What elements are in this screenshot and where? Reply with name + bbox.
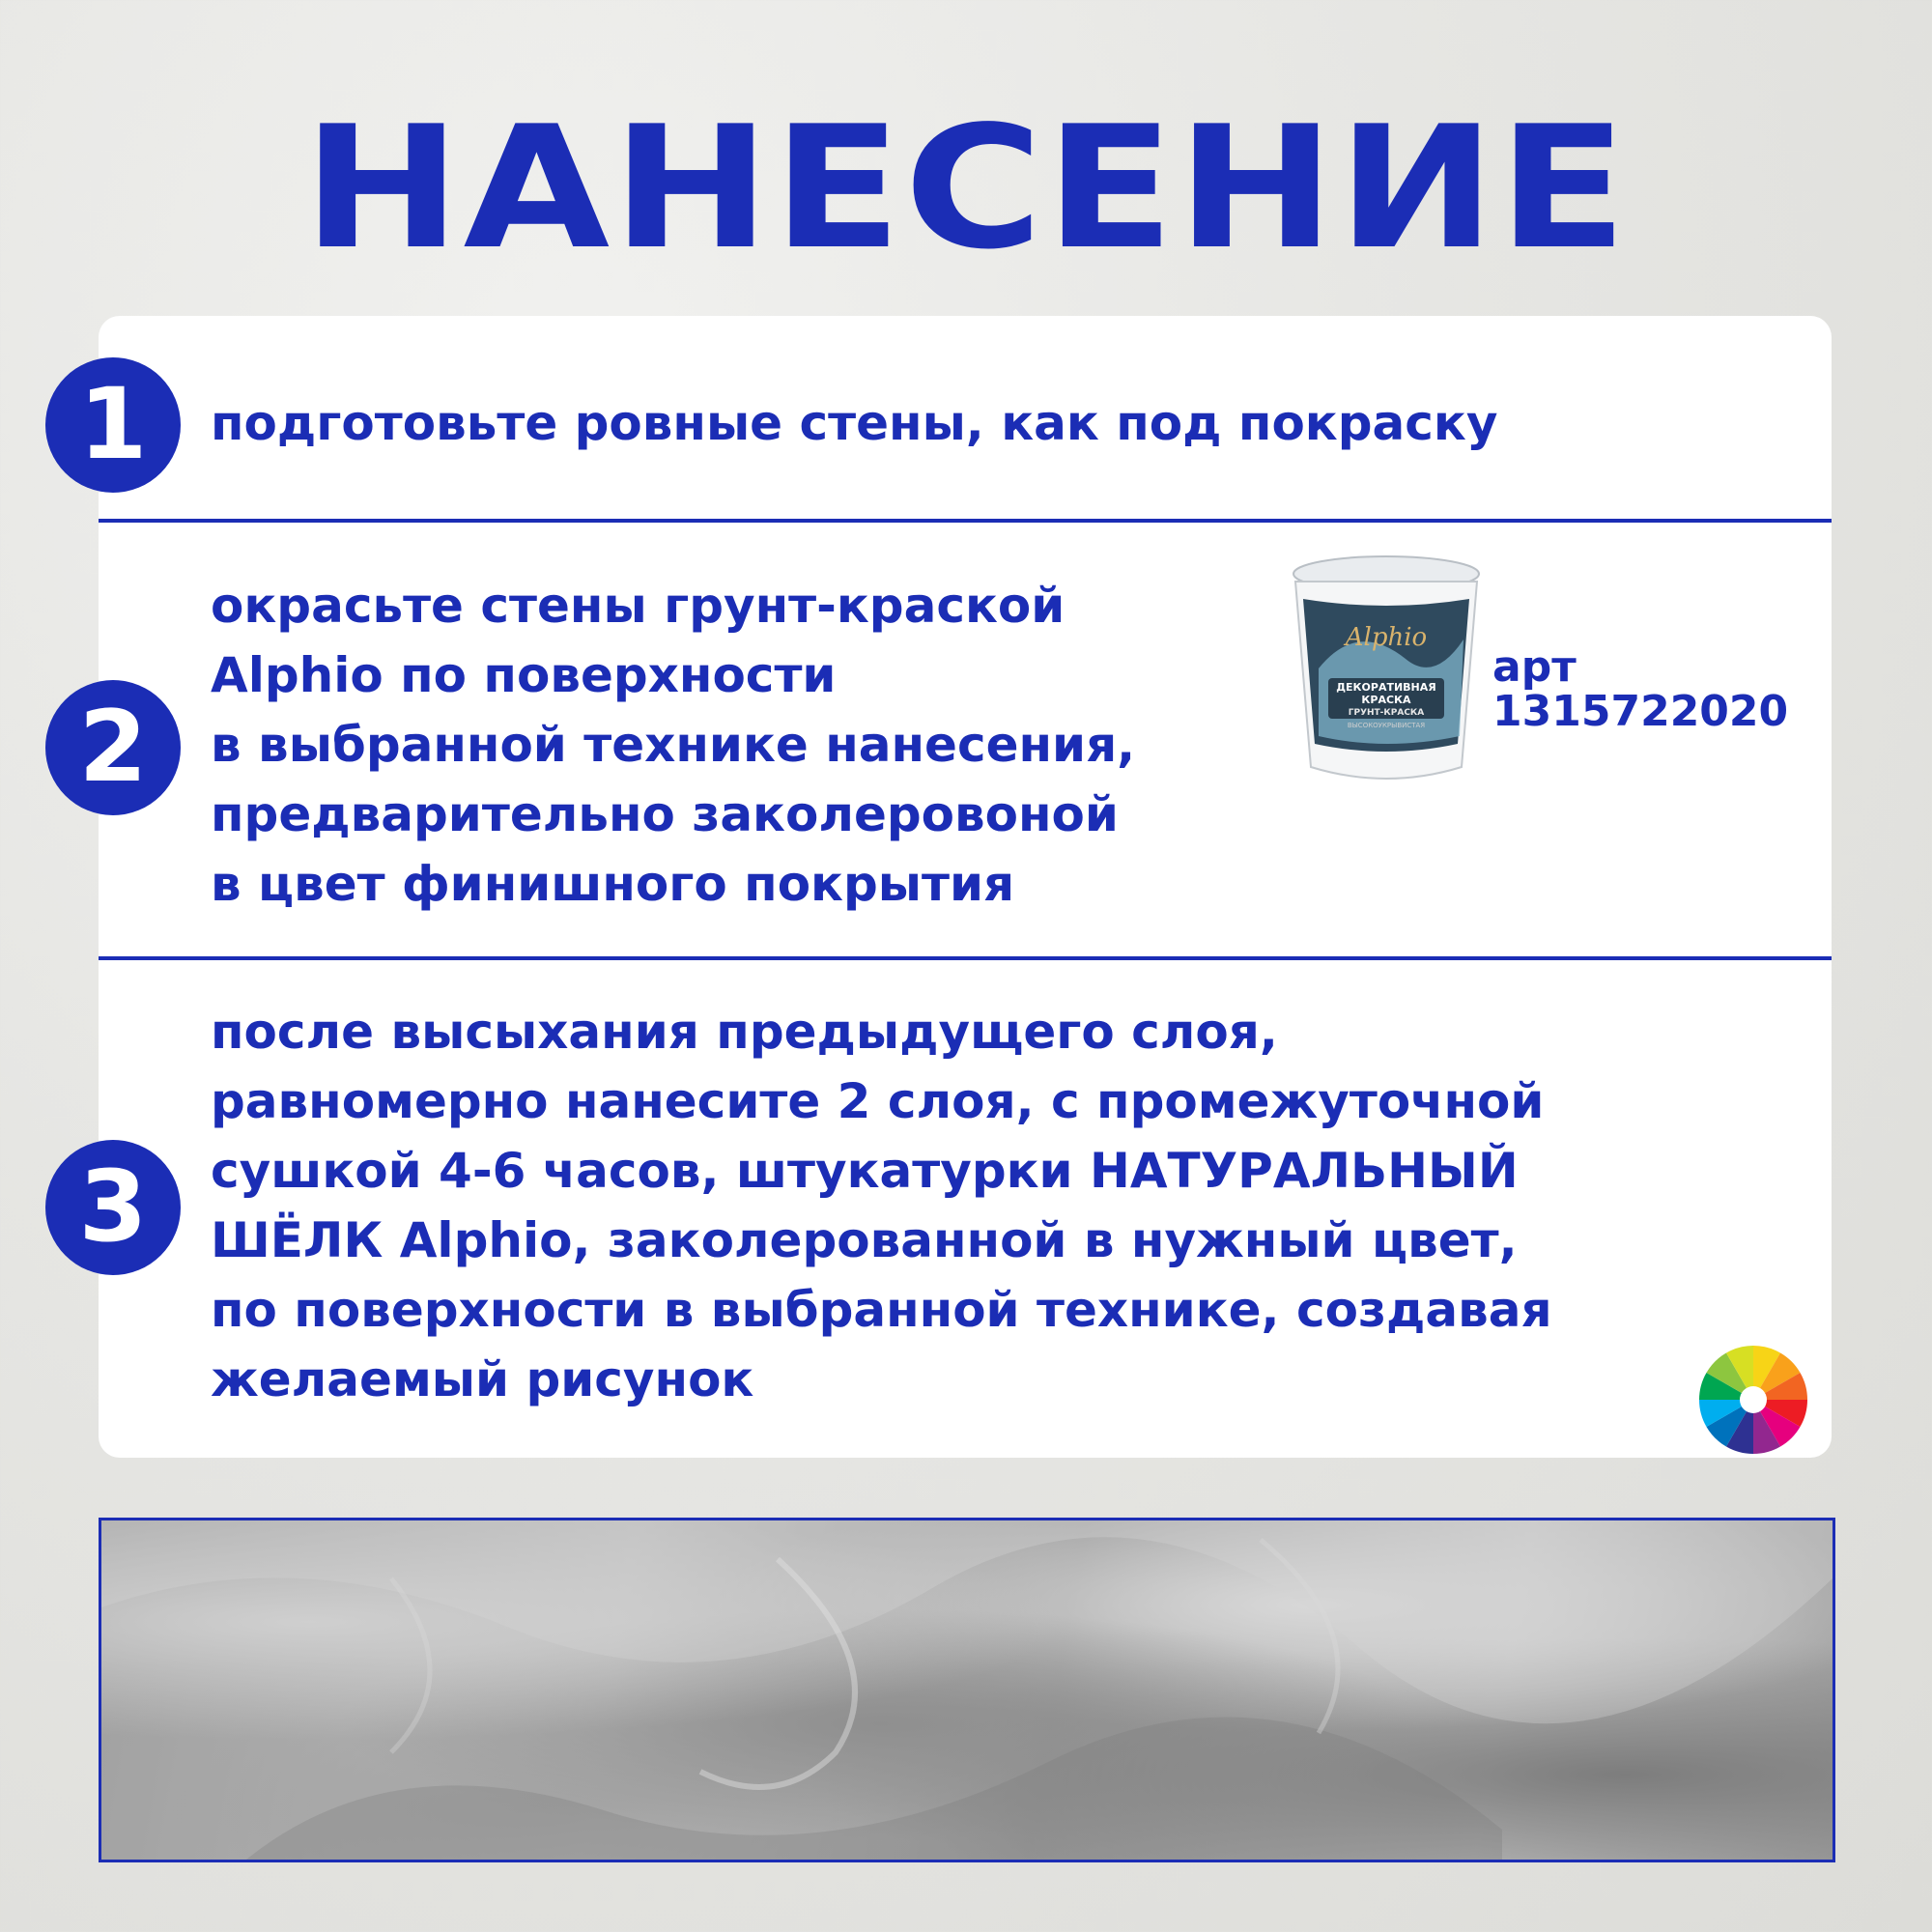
step-3-text	[211, 997, 1552, 1414]
article-number: 1315722020	[1492, 687, 1789, 736]
product-label-1: ДЕКОРАТИВНАЯ	[1336, 681, 1436, 694]
step-2-line: в цвет финишного покрытия	[211, 856, 1015, 912]
step-3-number: 3	[45, 1140, 181, 1275]
step-2-number: 2	[45, 680, 181, 815]
divider-1	[99, 519, 1832, 523]
product-bucket-image	[1290, 553, 1483, 794]
step-3-line: ШЁЛК Alphio, заколерованной в нужный цвет,	[211, 1212, 1518, 1268]
product-label-3: ГРУНТ-КРАСКА	[1348, 708, 1425, 718]
step-2-text	[211, 571, 1135, 919]
product-label-2: КРАСКА	[1361, 694, 1411, 706]
page-title: НАНЕСЕНИЕ	[302, 91, 1630, 287]
article-label: арт	[1492, 642, 1577, 692]
step-1-text	[211, 388, 1497, 458]
step-3-line: сушкой 4-6 часов, штукатурки НАТУРАЛЬНЫЙ	[211, 1143, 1519, 1199]
step-1-line: подготовьте ровные стены, как под покраску	[211, 395, 1498, 451]
step-2-line: окрасьте стены грунт-краской	[211, 578, 1065, 634]
divider-2	[99, 956, 1832, 960]
step-1-number: 1	[45, 357, 181, 493]
texture-sample-image	[99, 1518, 1835, 1862]
product-brand: Alphio	[1345, 623, 1428, 652]
color-wheel-icon	[1697, 1344, 1809, 1456]
product-label-4: ВЫСОКОУКРЫВИСТАЯ	[1347, 722, 1426, 729]
step-3-line: равномерно нанесите 2 слоя, с промежуточной	[211, 1073, 1545, 1129]
step-2-line: Alphio по поверхности	[211, 647, 837, 703]
step-3-line: желаемый рисунок	[211, 1351, 754, 1407]
step-3-line: после высыхания предыдущего слоя,	[211, 1004, 1278, 1060]
step-3-line: по поверхности в выбранной технике, создавая	[211, 1282, 1552, 1338]
step-2-line: в выбранной технике нанесения,	[211, 717, 1136, 773]
article-block	[1492, 642, 1789, 736]
step-2-line: предварительно заколеровоной	[211, 786, 1119, 842]
